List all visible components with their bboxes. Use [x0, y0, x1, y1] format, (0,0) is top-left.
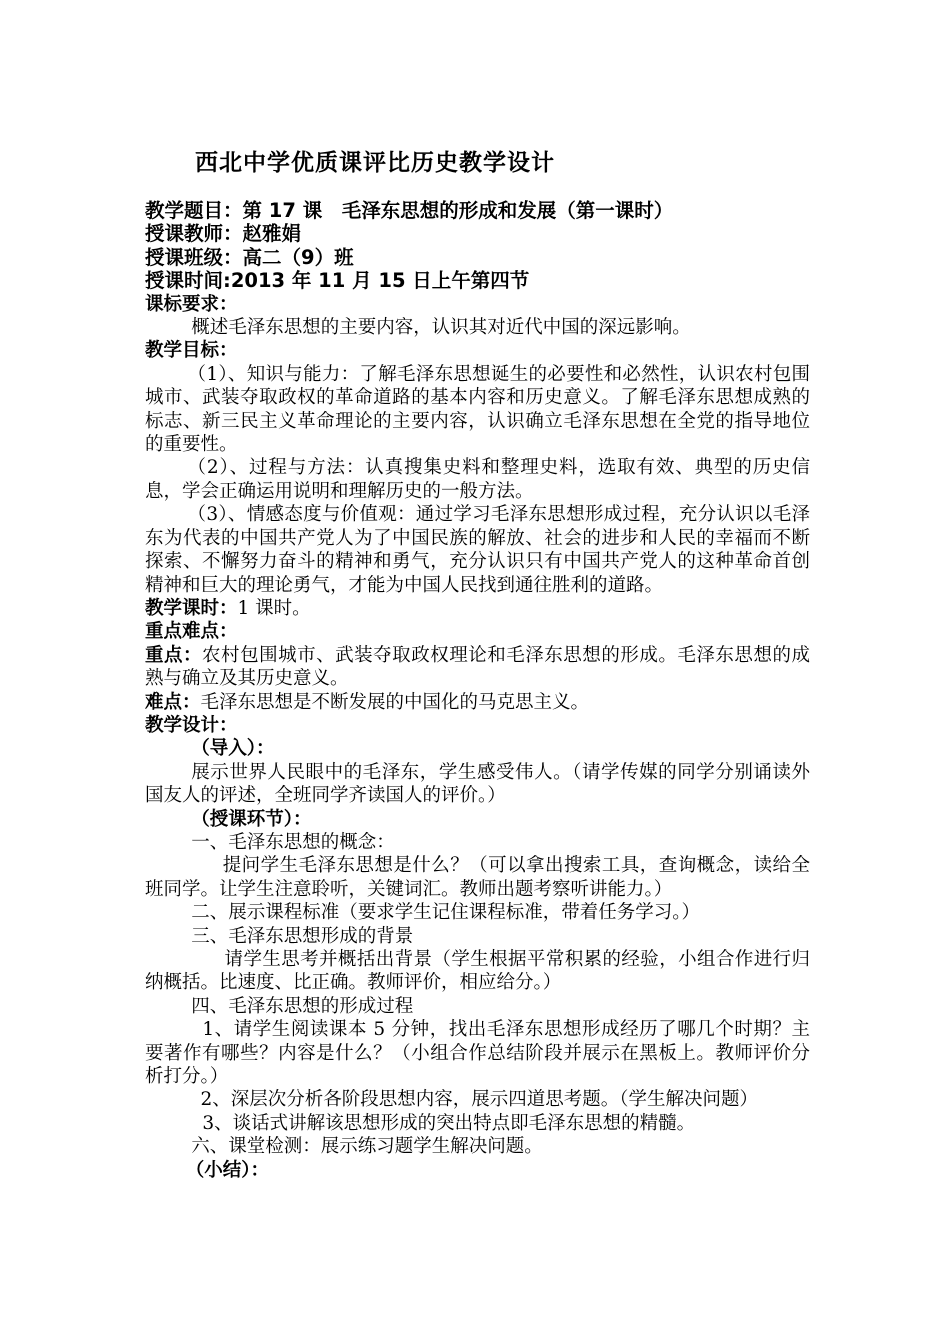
design-label: 教学设计： — [145, 714, 238, 736]
time-value: 2013 年 11 月 15 日上午第四节 — [230, 269, 530, 293]
teacher-label: 授课教师： — [145, 222, 243, 246]
document-title: 西北中学优质课评比历史教学设计 — [195, 150, 555, 176]
section-4-item-1: 1、请学生阅读课本 5 分钟，找出毛泽东思想形成经历了哪几个时期？主要著作有哪些？内容是什么？（小组合作总结阶段并展示在黑板上。教师评价分析打分。） — [145, 1019, 810, 1088]
section-4-item-2: 2、深层次分析各阶段思想内容，展示四道思考题。（学生解决问题） — [200, 1089, 759, 1111]
class-label: 授课班级： — [145, 245, 243, 269]
goal-knowledge: （1）、知识与能力：了解毛泽东思想诞生的必要性和必然性，认识农村包围城市、武装夺取政权的革命道路的基本内容和历史意义。了解毛泽东思想成熟的标志、新三民主义革命理论的主要内容，认识确立毛泽东思想在全党的指导地位的重要性。 — [145, 363, 810, 456]
key-point-label: 重点： — [145, 644, 203, 666]
topic-value: 第 17 课 毛泽东思想的形成和发展（第一课时） — [242, 199, 674, 222]
time-label: 授课时间: — [145, 269, 231, 293]
key-point — [145, 644, 810, 691]
class-line — [145, 246, 810, 269]
section-4-title: 四、毛泽东思想的形成过程 — [191, 995, 414, 1017]
time-line — [145, 269, 810, 292]
hours-line — [145, 597, 810, 620]
section-6-title: 六、课堂检测：展示练习题学生解决问题。 — [191, 1136, 543, 1158]
section-1-text: 提问学生毛泽东思想是什么？（可以拿出搜索工具，查询概念，读给全班同学。让学生注意聆听，关键词汇。教师出题考察听讲能力。） — [145, 855, 810, 900]
section-1-title: 一、毛泽东思想的概念： — [191, 831, 395, 853]
section-4-item-3: 3、谈话式讲解该思想形成的突出特点即毛泽东思想的精髓。 — [202, 1112, 696, 1134]
difficult-point — [145, 691, 810, 714]
intro-text: 展示世界人民眼中的毛泽东，学生感受伟人。（请学传媒的同学分别诵读外国友人的评述，全班同学齐读国人的评价。） — [145, 761, 810, 807]
standard-text: 概述毛泽东思想的主要内容，认识其对近代中国的深远影响。 — [191, 317, 691, 339]
section-3-title: 三、毛泽东思想形成的背景 — [191, 925, 414, 947]
topic-line — [145, 199, 810, 222]
goals-label: 教学目标： — [145, 340, 238, 362]
key-point-text: 农村包围城市、武装夺取政权理论和毛泽东思想的形成。毛泽东思想的成熟与确立及其历史意义。 — [145, 644, 810, 690]
section-3-text: 请学生思考并概括出背景（学生根据平常积累的经验，小组合作进行归纳概括。比速度、比正确。教师评价，相应给分。） — [145, 949, 810, 994]
class-value: 高二（9）班 — [242, 245, 354, 269]
summary-label: （小结）： — [185, 1159, 269, 1181]
document-body — [145, 199, 810, 1182]
goal-process: （2）、过程与方法：认真搜集史料和整理史料，选取有效、典型的历史信息，学会正确运用说明和理解历史的一般方法。 — [145, 457, 810, 502]
difficult-point-text: 毛泽东思想是不断发展的中国化的马克思主义。 — [200, 691, 590, 713]
hours-label: 教学课时： — [145, 597, 238, 619]
teacher-line — [145, 222, 810, 245]
lesson-label: （授课环节）： — [191, 808, 312, 830]
difficult-point-label: 难点： — [145, 691, 201, 713]
section-2-title: 二、展示课程标准（要求学生记住课程标准，带着任务学习。） — [191, 902, 701, 924]
key-label: 重点难点： — [145, 621, 238, 643]
intro-label: （导入）： — [191, 738, 275, 760]
hours-value: 1 课时。 — [237, 597, 311, 619]
topic-label: 教学题目： — [145, 199, 243, 222]
standard-label: 课标要求： — [145, 293, 238, 315]
teacher-value: 赵雅娟 — [242, 222, 302, 246]
goal-attitude: （3）、情感态度与价值观：通过学习毛泽东思想形成过程，充分认识以毛泽东为代表的中国共产党人为了中国民族的解放、社会的进步和人民的幸福而不断探索、不懈努力奋斗的精神和勇气，充分认识只有中国共产党人的这种革命首创精神和巨大的理论勇气，才能为中国人民找到通往胜利的道路。 — [145, 504, 810, 596]
